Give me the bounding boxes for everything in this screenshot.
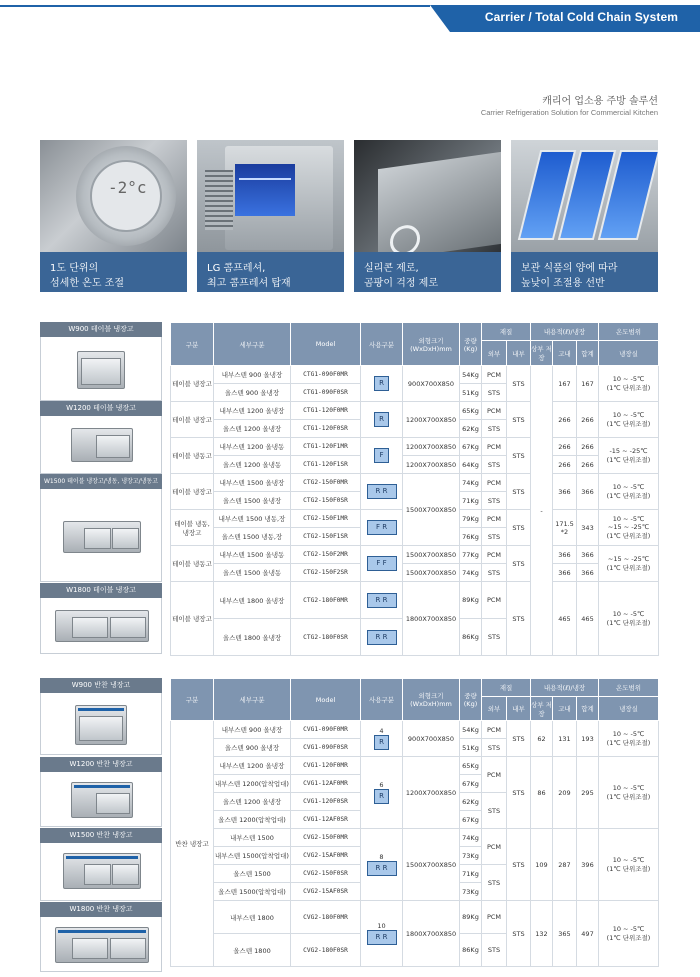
table-refrigerator-specs xyxy=(170,322,659,656)
col-header-sub: 세부구분 xyxy=(214,679,291,721)
row-sub: 올스텐 1800 올냉장 xyxy=(214,619,291,656)
row-sum: 366 xyxy=(577,546,599,564)
row-outer: PCM xyxy=(482,901,507,934)
header-band xyxy=(0,0,700,34)
row-model: CVG2-180F0SR xyxy=(291,934,361,967)
row-weight: 65Kg xyxy=(460,402,482,420)
col-header-middle: 고내 xyxy=(553,341,577,366)
row-weight: 65Kg xyxy=(460,757,482,775)
row-sub: 내부스텐 900 올냉장 xyxy=(214,366,291,384)
feature-caption-line1: 실리콘 제로, xyxy=(364,263,419,274)
row-outer: STS xyxy=(482,456,507,474)
row-model: CTG2-150F2MR xyxy=(291,546,361,564)
use-type-badge: R xyxy=(374,412,389,427)
row-inner: STS xyxy=(507,474,531,510)
row-size: 1500X700X850 xyxy=(403,564,460,582)
row-sub: 올스텐 1500 올냉동 xyxy=(214,564,291,582)
row-temp: 10 ~ -5℃ xyxy=(612,856,645,864)
row-temp-note: (1℃ 단위조절) xyxy=(606,532,651,540)
feature-tiles xyxy=(40,140,658,292)
row-type: 테이블 냉동, 냉장고 xyxy=(171,510,214,546)
shelf-count: 10 xyxy=(377,922,386,930)
side-product-w1500-banchan xyxy=(40,828,162,901)
row-inner: STS xyxy=(507,757,531,829)
row-sub: 올스텐 900 올냉장 xyxy=(214,739,291,757)
col-header-sub: 세부구분 xyxy=(214,323,291,366)
door-panel-icon xyxy=(378,151,501,261)
compressor-photo xyxy=(197,140,344,252)
row-weight: 71Kg xyxy=(460,492,482,510)
row-weight: 77Kg xyxy=(460,546,482,564)
row-sum: 266 xyxy=(577,402,599,438)
use-type-badge: F F xyxy=(367,556,397,571)
row-inner: STS xyxy=(507,402,531,438)
row-inner: STS xyxy=(507,366,531,402)
row-sub: 내부스텐 1500 올냉동 xyxy=(214,546,291,564)
row-sum: 193 xyxy=(577,721,599,757)
row-middle: 171.5 *2 xyxy=(553,510,577,546)
col-header-use: 사용구분 xyxy=(361,679,403,721)
side-product-w900-table xyxy=(40,322,162,401)
row-outer: PCM xyxy=(482,721,507,739)
row-sum: 343 xyxy=(577,510,599,546)
row-weight: 89Kg xyxy=(460,582,482,619)
shelf-count: 8 xyxy=(379,853,384,861)
row-temp-note: (1℃ 단위조절) xyxy=(606,492,651,500)
row-middle: 131 xyxy=(553,721,577,757)
col-header-model: Model xyxy=(291,323,361,366)
row-upper: - xyxy=(531,366,553,656)
row-model: CTG1-120F1MR xyxy=(291,438,361,456)
cold-cavity-icon xyxy=(235,164,295,216)
subtitle-korean: 캐리어 업소용 주방 솔루션 xyxy=(542,96,658,107)
feature-tile-temperature xyxy=(40,140,187,292)
row-sub: 내부스텐 1800 올냉장 xyxy=(214,582,291,619)
row-sub: 올스텐 900 올냉장 xyxy=(214,384,291,402)
side-product-title: W1200 반찬 냉장고 xyxy=(40,757,162,772)
table-row xyxy=(171,546,659,564)
col-header-sum: 합계 xyxy=(577,341,599,366)
row-middle: 266 xyxy=(553,402,577,438)
row-weight: 74Kg xyxy=(460,474,482,492)
row-inner: STS xyxy=(507,510,531,546)
row-temp-note: (1℃ 단위조절) xyxy=(606,934,651,942)
col-header-weight: 중량 (Kg) xyxy=(460,679,482,721)
row-sum: 366 xyxy=(577,474,599,510)
row-outer: STS xyxy=(482,619,507,656)
row-outer: PCM xyxy=(482,510,507,528)
side-product-w900-banchan xyxy=(40,678,162,755)
row-weight: 64Kg xyxy=(460,456,482,474)
col-header-capacity: 내용적(ℓ)/냉장 xyxy=(531,323,599,341)
row-sub: 내부스텐 1200(압착업대) xyxy=(214,775,291,793)
col-header-sum: 합계 xyxy=(577,697,599,721)
row-size: 1200X700X850 xyxy=(403,757,460,829)
row-model: CTG2-150F1SR xyxy=(291,528,361,546)
use-type-badge: F R xyxy=(367,520,397,535)
row-weight: 67Kg xyxy=(460,775,482,793)
row-temp: 10 ~ -5℃ xyxy=(612,375,645,383)
row-sub: 올스텐 1200(압착업대) xyxy=(214,811,291,829)
row-temp: 10 ~ -5℃ xyxy=(612,411,645,419)
row-weight: 67Kg xyxy=(460,811,482,829)
row-middle: 266 xyxy=(553,438,577,456)
shelf-count: 6 xyxy=(379,781,384,789)
row-inner: STS xyxy=(507,901,531,967)
table-row xyxy=(171,757,659,775)
row-sub: 올스텐 1200 올냉동 xyxy=(214,456,291,474)
row-outer: PCM xyxy=(482,366,507,384)
col-header-inner: 내부 xyxy=(507,697,531,721)
feature-tile-gasket xyxy=(354,140,501,292)
row-weight: 86Kg xyxy=(460,934,482,967)
col-header-upper: 상부 저장 xyxy=(531,341,553,366)
row-sub: 내부스텐 1500 올냉장 xyxy=(214,474,291,492)
row-weight: 89Kg xyxy=(460,901,482,934)
side-product-title: W1800 반찬 냉장고 xyxy=(40,902,162,917)
row-temp: 10 ~ -5℃ xyxy=(612,730,645,738)
row-weight: 62Kg xyxy=(460,793,482,811)
shelf-count: 4 xyxy=(379,727,384,735)
fridge-unit-icon xyxy=(63,521,141,553)
header-line xyxy=(0,5,430,7)
row-model: CVG2-180F0MR xyxy=(291,901,361,934)
col-header-type: 구분 xyxy=(171,323,214,366)
row-upper: 62 xyxy=(531,721,553,757)
row-size: 900X700X850 xyxy=(403,366,460,402)
feature-tile-shelf xyxy=(511,140,658,292)
row-type: 테이블 냉장고 xyxy=(171,474,214,510)
side-product-w1500-table xyxy=(40,474,162,582)
col-header-material: 재질 xyxy=(482,323,531,341)
table-row xyxy=(171,901,659,934)
row-model: CTG1-090F0SR xyxy=(291,384,361,402)
row-middle: 266 xyxy=(553,456,577,474)
row-weight: 62Kg xyxy=(460,420,482,438)
row-sub: 올스텐 1200 올냉장 xyxy=(214,793,291,811)
side-product-title: W1200 테이블 냉장고 xyxy=(40,401,162,416)
row-sub: 내부스텐 1200 올냉장 xyxy=(214,402,291,420)
subtitle-english: Carrier Refrigeration Solution for Commercial Kitchen xyxy=(480,108,658,117)
row-temp-note: (1℃ 단위조절) xyxy=(606,456,651,464)
row-outer: PCM xyxy=(482,757,507,793)
row-sum: 497 xyxy=(577,901,599,967)
row-inner: STS xyxy=(507,721,531,757)
col-header-outer: 외부 xyxy=(482,697,507,721)
row-inner: STS xyxy=(507,546,531,582)
row-outer: STS xyxy=(482,384,507,402)
use-type-badge: R xyxy=(374,376,389,391)
side-product-w1200-table xyxy=(40,401,162,474)
col-header-temp: 온도범위 xyxy=(599,323,659,341)
row-middle: 365 xyxy=(553,901,577,967)
row-model: CTG2-180F0MR xyxy=(291,582,361,619)
side-product-title: W900 테이블 냉장고 xyxy=(40,322,162,337)
row-model: CVG2-15AF0SR xyxy=(291,883,361,901)
row-weight: 54Kg xyxy=(460,721,482,739)
row-model: CVG1-090F0SR xyxy=(291,739,361,757)
dial-display: -2°c xyxy=(108,178,147,197)
use-type-badge: R R xyxy=(367,930,397,945)
row-outer: PCM xyxy=(482,582,507,619)
row-model: CVG1-120F0MR xyxy=(291,757,361,775)
row-outer: STS xyxy=(482,865,507,901)
row-weight: 51Kg xyxy=(460,739,482,757)
col-header-model: Model xyxy=(291,679,361,721)
feature-caption-line1: LG 콤프레셔, xyxy=(207,263,266,274)
row-model: CTG2-150F0SR xyxy=(291,492,361,510)
row-type: 테이블 냉동고 xyxy=(171,546,214,582)
col-header-outer: 외부 xyxy=(482,341,507,366)
fridge-unit-icon xyxy=(75,705,127,745)
row-inner: STS xyxy=(507,829,531,901)
row-weight: 74Kg xyxy=(460,564,482,582)
feature-caption-line2: 곰팡이 걱정 제로 xyxy=(364,278,438,289)
side-product-title: W1500 반찬 냉장고 xyxy=(40,828,162,843)
row-inner: STS xyxy=(507,582,531,656)
row-model: CVG1-120F0SR xyxy=(291,793,361,811)
row-temp: 10 ~ -5℃ xyxy=(612,610,645,618)
row-outer: PCM xyxy=(482,829,507,865)
row-outer: STS xyxy=(482,492,507,510)
row-outer: PCM xyxy=(482,438,507,456)
feature-caption-line1: 1도 단위의 xyxy=(50,263,99,274)
col-header-material: 재질 xyxy=(482,679,531,697)
row-size: 900X700X850 xyxy=(403,721,460,757)
fridge-unit-icon xyxy=(71,782,133,818)
table-row xyxy=(171,721,659,739)
row-middle: 366 xyxy=(553,474,577,510)
use-type-badge: F xyxy=(374,448,389,463)
row-size: 1200X700X850 xyxy=(403,402,460,438)
row-weight: 67Kg xyxy=(460,438,482,456)
row-outer: PCM xyxy=(482,474,507,492)
row-temp-2: ~15 ~ -25℃ xyxy=(607,523,650,531)
row-middle: 209 xyxy=(553,757,577,829)
row-temp-note: (1℃ 단위조절) xyxy=(606,793,651,801)
row-temp: 10 ~ -5℃ xyxy=(612,515,645,523)
row-middle: 366 xyxy=(553,564,577,582)
row-sum: 295 xyxy=(577,757,599,829)
row-size: 1500X700X850 xyxy=(403,829,460,901)
use-type-badge: R xyxy=(374,735,389,750)
row-sub: 내부스텐 1200 올냉동 xyxy=(214,438,291,456)
row-model: CTG2-150F2SR xyxy=(291,564,361,582)
row-weight: 54Kg xyxy=(460,366,482,384)
row-outer: STS xyxy=(482,528,507,546)
row-outer: STS xyxy=(482,793,507,829)
row-temp: 10 ~ -5℃ xyxy=(612,925,645,933)
row-sub: 내부스텐 1500 냉동,장 xyxy=(214,510,291,528)
feature-caption-line2: 높낮이 조절용 선반 xyxy=(521,278,605,289)
table-row xyxy=(171,582,659,619)
row-size: 1800X700X850 xyxy=(403,582,460,656)
brand-title: Carrier / Total Cold Chain System xyxy=(484,10,678,24)
row-upper: 109 xyxy=(531,829,553,901)
row-outer: STS xyxy=(482,934,507,967)
row-weight: 79Kg xyxy=(460,510,482,528)
row-temp: ~15 ~ -25℃ xyxy=(607,555,650,563)
row-upper: 86 xyxy=(531,757,553,829)
use-type-badge: R R xyxy=(367,484,397,499)
row-sub: 내부스텐 1800 xyxy=(214,901,291,934)
row-size: 1500X700X850 xyxy=(403,474,460,546)
row-temp-note: (1℃ 단위조절) xyxy=(606,384,651,392)
row-temp-note: (1℃ 단위조절) xyxy=(606,564,651,572)
table-row xyxy=(171,402,659,420)
col-header-size: 외형크기 (WxDxH)mm xyxy=(403,679,460,721)
fridge-unit-icon xyxy=(77,351,125,389)
fridge-unit-icon xyxy=(55,610,149,642)
col-header-temp-sub: 냉장실 xyxy=(599,697,659,721)
row-type: 테이블 냉장고 xyxy=(171,402,214,438)
use-type-badge: R xyxy=(374,789,389,804)
row-outer: STS xyxy=(482,564,507,582)
col-header-type: 구분 xyxy=(171,679,214,721)
row-model: CVG2-15AF0MR xyxy=(291,847,361,865)
row-sub: 올스텐 1500 냉동,장 xyxy=(214,528,291,546)
row-weight: 74Kg xyxy=(460,829,482,847)
row-weight: 73Kg xyxy=(460,883,482,901)
table-row xyxy=(171,366,659,384)
table-row xyxy=(171,474,659,492)
col-header-upper: 상부 저장 xyxy=(531,697,553,721)
row-model: CTG2-180F0SR xyxy=(291,619,361,656)
col-header-use: 사용구분 xyxy=(361,323,403,366)
table-banchan-specs xyxy=(170,678,659,967)
table-row xyxy=(171,564,659,582)
row-type: 테이블 냉장고 xyxy=(171,366,214,402)
row-weight: 51Kg xyxy=(460,384,482,402)
temperature-dial-photo xyxy=(40,140,187,252)
row-temp: 10 ~ -5℃ xyxy=(612,784,645,792)
use-type-badge: R R xyxy=(367,630,397,645)
table-row xyxy=(171,438,659,456)
row-model: CTG2-150F0MR xyxy=(291,474,361,492)
row-sum: 366 xyxy=(577,564,599,582)
row-weight: 76Kg xyxy=(460,528,482,546)
row-inner: STS xyxy=(507,438,531,474)
row-outer: PCM xyxy=(482,546,507,564)
row-sub: 올스텐 1800 xyxy=(214,934,291,967)
row-type: 테이블 냉장고 xyxy=(171,582,214,656)
row-middle: 287 xyxy=(553,829,577,901)
feature-caption-line2: 섬세한 온도 조절 xyxy=(50,278,124,289)
row-size: 1200X700X850 xyxy=(403,456,460,474)
col-header-temp-sub: 냉장실 xyxy=(599,341,659,366)
side-product-title: W1800 테이블 냉장고 xyxy=(40,583,162,598)
row-model: CTG1-120F1SR xyxy=(291,456,361,474)
row-sub: 내부스텐 1500(압착업대) xyxy=(214,847,291,865)
row-size: 1800X700X850 xyxy=(403,901,460,967)
row-temp-note: (1℃ 단위조절) xyxy=(606,420,651,428)
row-sub: 내부스텐 900 올냉장 xyxy=(214,721,291,739)
row-model: CVG1-12AF0MR xyxy=(291,775,361,793)
row-size: 1500X700X850 xyxy=(403,546,460,564)
row-sub: 내부스텐 1500 xyxy=(214,829,291,847)
col-header-temp: 온도범위 xyxy=(599,679,659,697)
fridge-unit-icon xyxy=(71,428,133,462)
table-row xyxy=(171,829,659,847)
col-header-inner: 내부 xyxy=(507,341,531,366)
row-model: CTG1-120F0MR xyxy=(291,402,361,420)
table-row xyxy=(171,456,659,474)
row-sum: 266 xyxy=(577,438,599,456)
row-model: CVG2-150F0MR xyxy=(291,829,361,847)
row-outer: PCM xyxy=(482,402,507,420)
row-model: CVG2-150F0SR xyxy=(291,865,361,883)
row-sum: 266 xyxy=(577,456,599,474)
col-header-size: 외형크기 (WxDxH)mm xyxy=(403,323,460,366)
row-type: 반찬 냉장고 xyxy=(171,721,214,967)
row-temp: -15 ~ -25℃ xyxy=(609,447,648,455)
row-sub: 올스텐 1500 xyxy=(214,865,291,883)
use-type-badge: R R xyxy=(367,593,397,608)
col-header-weight: 중량 (Kg) xyxy=(460,323,482,366)
feature-caption-line1: 보관 식품의 양에 따라 xyxy=(521,263,618,274)
side-product-w1800-banchan xyxy=(40,902,162,972)
row-weight: 86Kg xyxy=(460,619,482,656)
side-product-title: W900 반찬 냉장고 xyxy=(40,678,162,693)
row-model: CTG2-150F1MR xyxy=(291,510,361,528)
temperature-dial-icon xyxy=(76,146,176,246)
row-sub: 올스텐 1500 올냉장 xyxy=(214,492,291,510)
row-temp-note: (1℃ 단위조절) xyxy=(606,865,651,873)
row-size: 1200X700X850 xyxy=(403,438,460,456)
row-sum: 167 xyxy=(577,366,599,402)
feature-tile-compressor xyxy=(197,140,344,292)
row-temp: 10 ~ -5℃ xyxy=(612,483,645,491)
row-outer: STS xyxy=(482,739,507,757)
col-header-middle: 고내 xyxy=(553,697,577,721)
row-sub: 올스텐 1500(압착업대) xyxy=(214,883,291,901)
row-model: CTG1-120F0SR xyxy=(291,420,361,438)
row-middle: 167 xyxy=(553,366,577,402)
fridge-unit-icon xyxy=(55,927,149,963)
vent-grill-icon xyxy=(205,170,233,230)
row-model: CTG1-090F0MR xyxy=(291,366,361,384)
row-middle: 366 xyxy=(553,546,577,564)
adjustable-shelf-photo xyxy=(511,140,658,252)
row-upper: 132 xyxy=(531,901,553,967)
use-type-badge: R R xyxy=(367,861,397,876)
row-sub: 내부스텐 1200 올냉장 xyxy=(214,757,291,775)
row-model: CVG1-090F0MR xyxy=(291,721,361,739)
side-product-w1200-banchan xyxy=(40,757,162,827)
door-gasket-photo xyxy=(354,140,501,252)
col-header-capacity: 내용적(ℓ)/냉장 xyxy=(531,679,599,697)
row-type: 테이블 냉동고 xyxy=(171,438,214,474)
row-sum: 396 xyxy=(577,829,599,901)
row-weight: 73Kg xyxy=(460,847,482,865)
row-outer: STS xyxy=(482,420,507,438)
fridge-unit-icon xyxy=(63,853,141,889)
row-temp-note: (1℃ 단위조절) xyxy=(606,619,651,627)
side-product-title: W1500 테이블 냉장고/냉동, 냉장고/냉동고 xyxy=(40,474,162,489)
row-sub: 올스텐 1200 올냉장 xyxy=(214,420,291,438)
row-sum: 465 xyxy=(577,582,599,656)
side-product-w1800-table xyxy=(40,583,162,654)
row-temp-note: (1℃ 단위조절) xyxy=(606,739,651,747)
row-model: CVG1-12AF0SR xyxy=(291,811,361,829)
row-weight: 71Kg xyxy=(460,865,482,883)
row-middle: 465 xyxy=(553,582,577,656)
feature-caption-line2: 최고 콤프레셔 탑재 xyxy=(207,278,291,289)
